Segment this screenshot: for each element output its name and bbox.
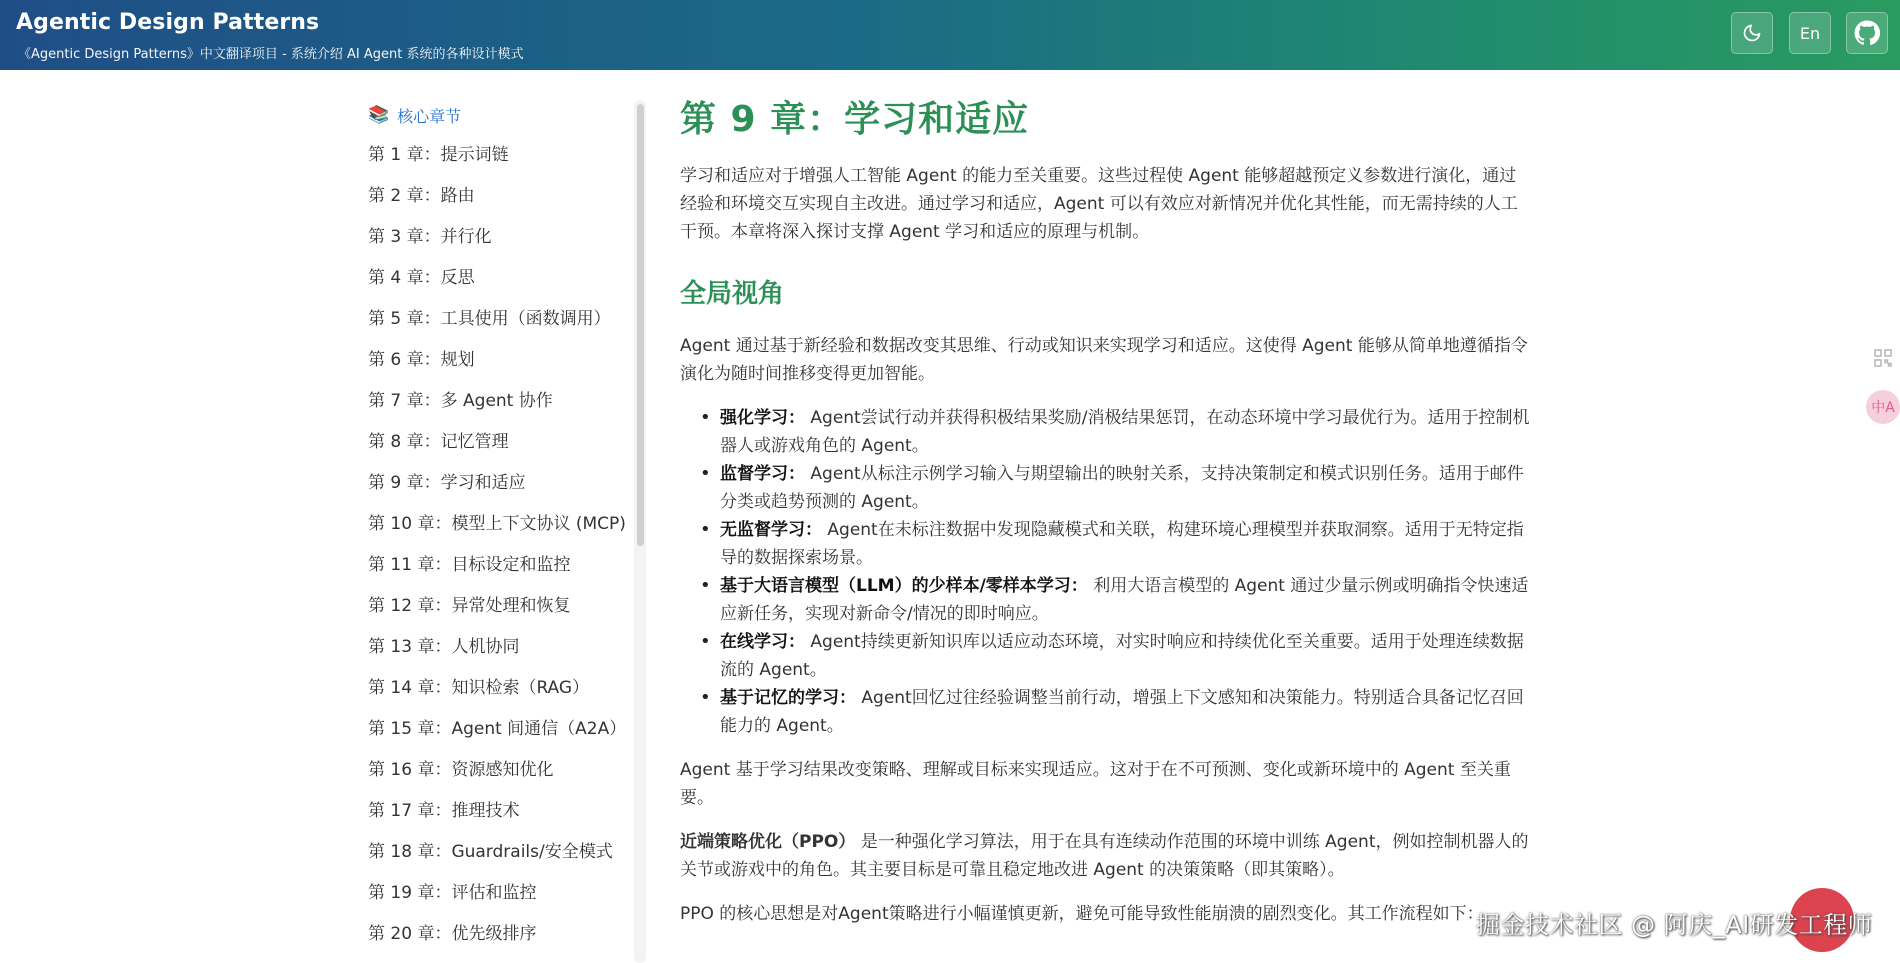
sidebar-item-ch8[interactable]: 第 8 章：记忆管理 bbox=[368, 432, 509, 452]
ppo-core-paragraph: PPO 的核心思想是对Agent策略进行小幅谨慎更新，避免可能导致性能崩溃的剧烈变化。其工作流程如下： bbox=[680, 904, 1484, 924]
list-item-text: Agent回忆过往经验调整当前行动，增强上下文感知和决策能力。特别适合具备记忆召回能力的 Agent。 bbox=[720, 688, 1524, 736]
adaptation-paragraph: Agent 基于学习结果改变策略、理解或目标来实现适应。这对于在不可预测、变化或新环境中的 Agent 至关重要。 bbox=[680, 760, 1511, 808]
sidebar-item-ch16[interactable]: 第 16 章：资源感知优化 bbox=[368, 760, 554, 780]
sidebar-item-ch17[interactable]: 第 17 章：推理技术 bbox=[368, 801, 520, 821]
list-item bbox=[680, 404, 1530, 460]
github-link-button[interactable] bbox=[1846, 12, 1888, 54]
list-item-text: 利用大语言模型的 Agent 通过少量示例或明确指令快速适应新任务，实现对新命令/情况的即时响应。 bbox=[720, 576, 1529, 624]
chapter-title: 第 9 章：学习和适应 bbox=[680, 99, 1030, 140]
intro-paragraph: 学习和适应对于增强人工智能 Agent 的能力至关重要。这些过程使 Agent 能够超越预定义参数进行演化，通过经验和环境交互实现自主改进。通过学习和适应，Agent 可以有效应对新情况并优化其性能，而无需持续的人工干预。本章将深入探讨支撑 Agent 学习和适应的原理与机制。 bbox=[680, 166, 1518, 242]
moon-icon bbox=[1742, 23, 1762, 43]
list-item-term: 强化学习： bbox=[720, 408, 805, 428]
watermark-text: 掘金技术社区 @ 阿庆_AI研发工程师 bbox=[1476, 911, 1873, 939]
sidebar-item-ch14[interactable]: 第 14 章：知识检索（RAG） bbox=[368, 678, 590, 698]
books-icon: 📚 bbox=[368, 105, 390, 125]
list-item bbox=[680, 516, 1530, 572]
sidebar-item-ch3[interactable]: 第 3 章：并行化 bbox=[368, 227, 492, 247]
github-icon bbox=[1854, 20, 1880, 46]
sidebar-item-ch15[interactable]: 第 15 章：Agent 间通信（A2A） bbox=[368, 719, 627, 739]
ppo-term: 近端策略优化（PPO） bbox=[680, 832, 856, 852]
sidebar-item-ch19[interactable]: 第 19 章：评估和监控 bbox=[368, 883, 537, 903]
sidebar-item-ch7[interactable]: 第 7 章：多 Agent 协作 bbox=[368, 391, 553, 411]
list-item-term: 在线学习： bbox=[720, 632, 805, 652]
learning-types-list bbox=[680, 404, 1530, 740]
ppo-paragraph bbox=[680, 828, 1530, 884]
sidebar-heading-label: 核心章节 bbox=[397, 106, 462, 126]
list-item-text: Agent从标注示例学习输入与期望输出的映射关系，支持决策制定和模式识别任务。适用于邮件分类或趋势预测的 Agent。 bbox=[720, 464, 1524, 512]
site-title[interactable]: Agentic Design Patterns bbox=[16, 10, 320, 35]
list-item-text: Agent尝试行动并获得积极结果奖励/消极结果惩罚，在动态环境中学习最优行为。适用于控制机器人或游戏角色的 Agent。 bbox=[720, 408, 1530, 456]
list-item-text: Agent持续更新知识库以适应动态环境，对实时响应和持续优化至关重要。适用于处理连续数据流的 Agent。 bbox=[720, 632, 1524, 680]
list-item bbox=[680, 628, 1530, 684]
sidebar-item-ch9[interactable]: 第 9 章：学习和适应 bbox=[368, 473, 526, 493]
top-header bbox=[0, 0, 1900, 70]
sidebar-item-ch12[interactable]: 第 12 章：异常处理和恢复 bbox=[368, 596, 571, 616]
list-item bbox=[680, 460, 1530, 516]
qr-grid-icon[interactable] bbox=[1872, 349, 1894, 371]
translate-icon[interactable]: 中A bbox=[1866, 390, 1900, 424]
ppo-text: 是一种强化学习算法，用于在具有连续动作范围的环境中训练 Agent，例如控制机器人的关节或游戏中的角色。其主要目标是可靠且稳定地改进 Agent 的决策策略（即其策略）。 bbox=[680, 832, 1529, 880]
section-title: 全局视角 bbox=[680, 279, 785, 309]
sidebar-item-ch1[interactable]: 第 1 章：提示词链 bbox=[368, 145, 509, 165]
sidebar-item-ch10[interactable]: 第 10 章：模型上下文协议 (MCP) bbox=[368, 514, 626, 534]
sidebar-item-ch18[interactable]: 第 18 章：Guardrails/安全模式 bbox=[368, 842, 613, 862]
sidebar-item-ch2[interactable]: 第 2 章：路由 bbox=[368, 186, 475, 206]
site-subtitle: 《Agentic Design Patterns》中文翻译项目 - 系统介绍 AI Agent 系统的各种设计模式 bbox=[18, 47, 524, 62]
sidebar-scrollbar-thumb[interactable] bbox=[637, 104, 644, 546]
list-item-text: Agent在未标注数据中发现隐藏模式和关联，构建环境心理模型并获取洞察。适用于无特定指导的数据探索场景。 bbox=[720, 520, 1524, 568]
sidebar-item-ch11[interactable]: 第 11 章：目标设定和监控 bbox=[368, 555, 571, 575]
list-item-term: 基于记忆的学习： bbox=[720, 688, 856, 708]
sidebar-item-ch4[interactable]: 第 4 章：反思 bbox=[368, 268, 475, 288]
section-intro-paragraph: Agent 通过基于新经验和数据改变其思维、行动或知识来实现学习和适应。这使得 Agent 能够从简单地遵循指令演化为随时间推移变得更加智能。 bbox=[680, 336, 1528, 384]
sidebar-heading[interactable] bbox=[368, 100, 638, 130]
sidebar-item-ch5[interactable]: 第 5 章：工具使用（函数调用） bbox=[368, 309, 611, 329]
language-toggle-button[interactable]: En bbox=[1789, 12, 1831, 54]
article-content bbox=[680, 98, 1530, 928]
list-item-term: 监督学习： bbox=[720, 464, 805, 484]
sidebar-item-ch13[interactable]: 第 13 章：人机协同 bbox=[368, 637, 520, 657]
list-item bbox=[680, 684, 1530, 740]
sidebar-item-ch6[interactable]: 第 6 章：规划 bbox=[368, 350, 475, 370]
chapter-sidebar bbox=[368, 100, 638, 955]
list-item-term: 无监督学习： bbox=[720, 520, 822, 540]
theme-toggle-button[interactable] bbox=[1731, 12, 1773, 54]
list-item-term: 基于大语言模型（LLM）的少样本/零样本学习： bbox=[720, 576, 1088, 596]
list-item bbox=[680, 572, 1530, 628]
sidebar-item-ch20[interactable]: 第 20 章：优先级排序 bbox=[368, 924, 537, 944]
